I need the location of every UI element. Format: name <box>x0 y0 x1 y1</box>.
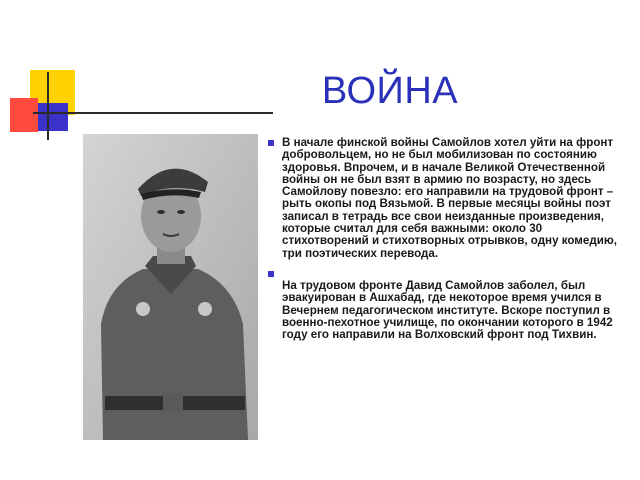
decor-red-square <box>10 98 38 132</box>
slide-title: ВОЙНА <box>321 70 459 112</box>
decor-vertical-line <box>47 72 49 140</box>
decor-blue-square <box>38 103 68 131</box>
paragraph-2-text: На трудовом фронте Давид Самойлов заболел, был эвакуирован в Ашхабад, где некоторое время учился в Вечернем педагогическом институте. Вскоре поступил в военно-пехотное училище, по окончании которого в 1942 году его направили на Волховский фронт под Тихвин. <box>282 278 613 342</box>
paragraph-1: В начале финской войны Самойлов хотел уйти на фронт добровольцем, но не был мобилизован по состоянию здоровья. Впрочем, и в начале Великой Отечественной войны он не был взят в армию по возрасту, но здесь Самойлову повезло: его направили на трудовой фронт – рыть окопы под Вязьмой. В первые месяцы войны поэт записал в тетрадь все свои неизданные произведения, которые считал для себя важными: около 30 стихотворений и стихотворных отрывков, одну комедию, три поэтических перевода. <box>268 137 628 260</box>
slide-content <box>268 137 628 349</box>
portrait-photo <box>83 134 258 440</box>
paragraph-2 <box>268 268 628 341</box>
